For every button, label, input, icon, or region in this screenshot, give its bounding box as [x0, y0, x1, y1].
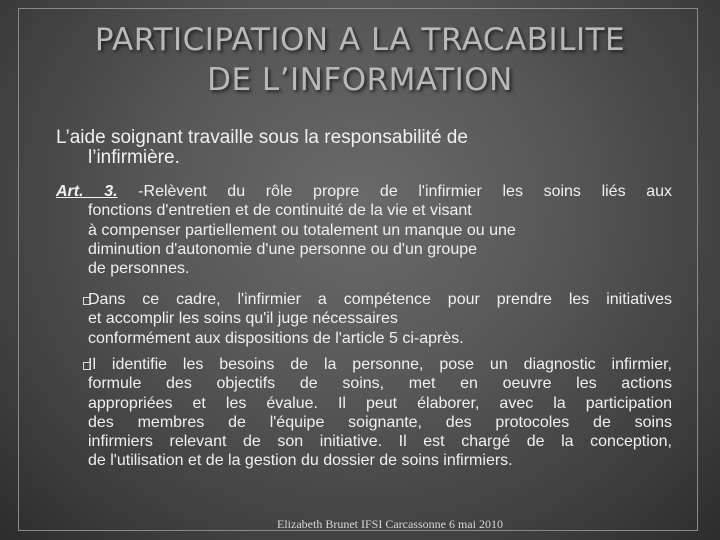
bullet-1-line-2: et accomplir les soins qu'il juge nécessaires	[88, 310, 398, 328]
article-line-3: à compenser partiellement ou totalement un manque ou une	[88, 221, 516, 239]
article-paragraph	[56, 182, 672, 278]
bullet-1-line-3: conformément aux dispositions de l'article 5 ci-après.	[88, 329, 464, 347]
article-line-2: fonctions d'entretien et de continuité de la vie et visant	[88, 202, 472, 220]
article-reference: Art. 3.	[56, 183, 118, 200]
intro-line-2: l’infirmière.	[88, 147, 180, 168]
bullet-2-line-3: appropriées et les évalue. Il peut élaborer, avec la participation	[88, 394, 672, 412]
intro-line-1: L’aide soignant travaille sous la responsabilité de	[56, 127, 468, 148]
article-line-1	[56, 182, 672, 201]
square-bullet-icon	[83, 362, 91, 370]
article-line-5: de personnes.	[88, 260, 190, 278]
square-bullet-icon	[83, 297, 91, 305]
slide-title-line-2: DE L’INFORMATION	[207, 62, 513, 98]
bullet-1-line-1: Dans ce cadre, l'infirmier a compétence pour prendre les initiatives	[88, 291, 672, 308]
footer-credit: Elizabeth Brunet IFSI Carcassonne 6 mai 2010	[277, 517, 503, 531]
intro-text	[56, 128, 656, 168]
slide-title-line-1: PARTICIPATION A LA TRACABILITE	[94, 22, 626, 58]
bullet-item-1	[56, 290, 672, 348]
article-line-4: diminution d'autonomie d'une personne ou d'un groupe	[88, 240, 478, 258]
bullet-2-line-2: formule des objectifs de soins, met en oeuvre les actions	[88, 375, 672, 393]
bullet-item-2	[56, 355, 672, 471]
bullet-2-line-1: Il identifie les besoins de la personne, pose un diagnostic infirmier,	[88, 356, 672, 373]
bullet-2-line-6: de l'utilisation et de la gestion du dossier de soins infirmiers.	[88, 452, 513, 470]
bullet-2-line-4: des membres de l'équipe soignante, des protocoles de soins	[88, 413, 672, 431]
bullet-2-line-5: infirmiers relevant de son initiative. Il est chargé de la conception,	[88, 433, 672, 451]
article-line-1-text: -Relèvent du rôle propre de l'infirmier les soins liés aux	[117, 183, 673, 200]
